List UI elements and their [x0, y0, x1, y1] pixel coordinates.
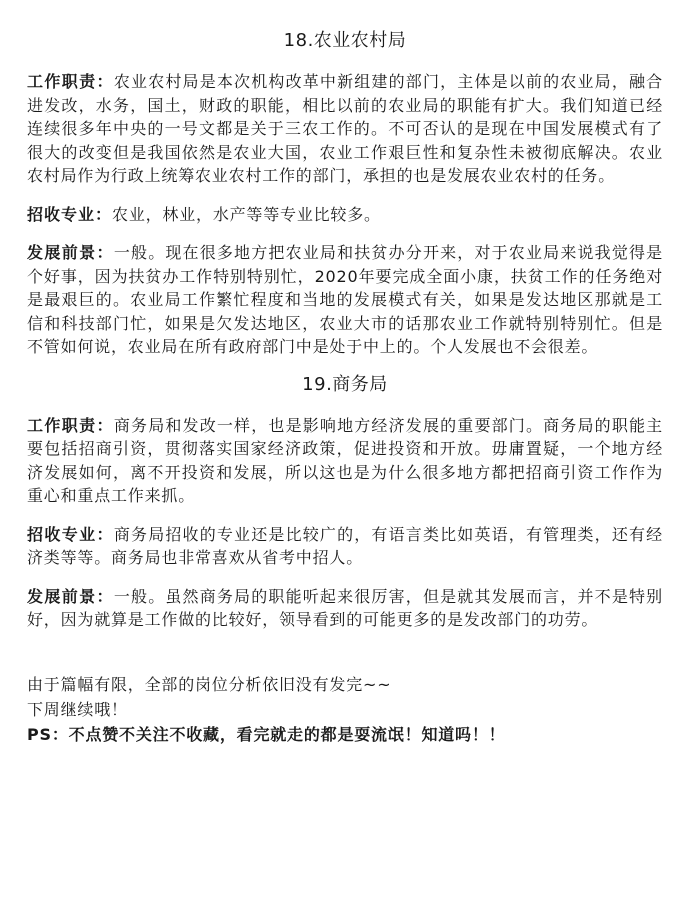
- footer-line-ps: PS：不点赞不关注不收藏，看完就走的都是耍流氓！知道吗！！: [27, 724, 506, 744]
- agriculture-majors-paragraph: [27, 203, 663, 227]
- section-title-commerce: 19.商务局: [302, 373, 388, 395]
- duties-label: 工作职责：: [27, 72, 114, 91]
- agriculture-duties-text: 农业农村局是本次机构改革中新组建的部门，主体是以前的农业局，融合进发改，水务，国土，财政的职能，相比以前的农业局的职能有扩大。我们知道已经连续很多年中央的一号文都是关于三农工作的。不可否认的是现在中国发展模式有了很大的改变但是我国依然是农业大国，农业工作艰巨性和复杂性未被彻底解决。农业农村局作为行政上统筹农业农村工作的部门，承担的也是发展农业农村的任务。: [27, 72, 663, 185]
- commerce-prospect-text: 一般。虽然商务局的职能听起来很厉害，但是就其发展而言，并不是特别好，因为就算是工作做的比较好，领导看到的可能更多的是发改部门的功劳。: [27, 586, 663, 629]
- commerce-majors-paragraph: [27, 523, 663, 570]
- prospect-label: 发展前景：: [27, 243, 114, 262]
- agriculture-majors-text: 农业，林业，水产等等专业比较多。: [112, 204, 381, 224]
- majors-label: 招收专业：: [27, 524, 114, 544]
- commerce-prospect-paragraph: [27, 585, 663, 632]
- prospect-label: 发展前景：: [27, 586, 114, 606]
- section-title-agriculture: 18.农业农村局: [283, 30, 407, 51]
- commerce-duties-text: 商务局和发改一样，也是影响地方经济发展的重要部门。商务局的职能主要包括招商引资，贯彻落实国家经济政策，促进投资和开放。毋庸置疑，一个地方经济发展如何，离不开投资和发展，所以这也是为什么很多地方都把招商引资工作作为重心和重点工作来抓。: [27, 415, 663, 505]
- commerce-duties-paragraph: [27, 414, 663, 508]
- footer-line-continue: 下周继续哦！: [27, 699, 128, 719]
- duties-label: 工作职责：: [27, 415, 114, 435]
- footer-line-limited-space: 由于篇幅有限，全部的岗位分析依旧没有发完~~: [27, 674, 392, 694]
- agriculture-duties-paragraph: [27, 70, 663, 188]
- agriculture-prospect-paragraph: [27, 241, 663, 359]
- commerce-majors-text: 商务局招收的专业还是比较广的，有语言类比如英语，有管理类，还有经济类等等。商务局也非常喜欢从省考中招人。: [27, 524, 663, 567]
- majors-label: 招收专业：: [27, 204, 113, 224]
- agriculture-prospect-text: 一般。现在很多地方把农业局和扶贫办分开来，对于农业局来说我觉得是个好事，因为扶贫办工作特别特别忙，2020年要完成全面小康，扶贫工作的任务绝对是最艰巨的。农业局工作繁忙程度和当地的发展模式有关，如果是发达地区那就是工信和科技部门忙，如果是欠发达地区，农业大市的话那农业工作就特别特别忙。但是不管如何说，农业局在所有政府部门中是处于中上的。个人发展也不会很差。: [27, 243, 663, 356]
- footer-notes: [27, 672, 663, 747]
